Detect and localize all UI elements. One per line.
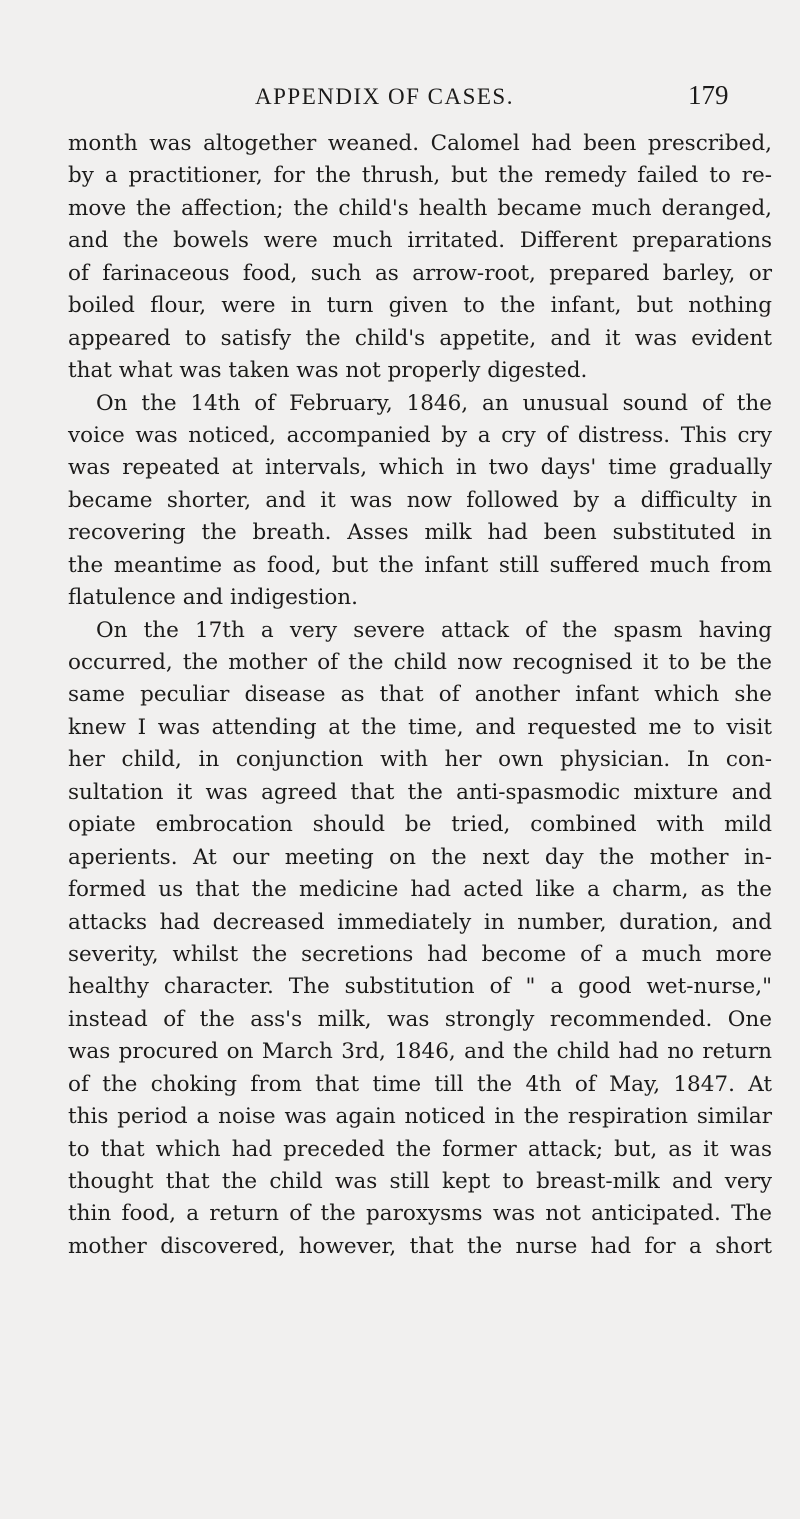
page-header [0, 80, 800, 124]
paragraph [68, 388, 772, 615]
text-line: voice was noticed, accompanied by a cry of distress. This cry [68, 422, 772, 448]
text-line: recovering the breath. Asses milk had been substituted in [68, 520, 772, 546]
text-line: was repeated at intervals, which in two days' time gradually [68, 455, 772, 481]
body-text [68, 128, 772, 1263]
text-line: was procured on March 3rd, 1846, and the child had no return [68, 1039, 772, 1065]
text-line: formed us that the medicine had acted like a charm, as the [68, 877, 772, 903]
text-line: attacks had decreased immediately in number, duration, and [68, 909, 772, 935]
text-line: occurred, the mother of the child now recognised it to be the [68, 650, 772, 675]
text-line: of farinaceous food, such as arrow-root, prepared barley, or [68, 260, 772, 286]
text-line: by a practitioner, for the thrush, but the remedy failed to re- [68, 163, 772, 189]
text-line: to that which had preceded the former attack; but, as it was [68, 1136, 772, 1162]
text-line: boiled flour, were in turn given to the infant, but nothing [68, 293, 772, 319]
text-line: this period a noise was again noticed in the respiration similar [68, 1104, 772, 1130]
text-line: the meantime as food, but the infant still suffered much from [68, 552, 772, 578]
text-line: move the affection; the child's health became much deranged, [68, 195, 772, 221]
text-line: knew I was attending at the time, and requested me to visit [68, 714, 772, 740]
text-line: aperients. At our meeting on the next day the mother in- [68, 844, 772, 870]
paragraph [68, 615, 772, 1264]
text-line: and the bowels were much irritated. Different preparations [68, 228, 772, 254]
text-line: that what was taken was not properly digested. [68, 358, 588, 384]
text-line: thought that the child was still kept to breast-milk and very [68, 1169, 772, 1194]
text-line: month was altogether weaned. Calomel had been prescribed, [68, 131, 772, 156]
text-line: of the choking from that time till the 4th of May, 1847. At [68, 1071, 772, 1097]
text-line: her child, in conjunction with her own physician. In con- [68, 747, 772, 773]
text-line: mother discovered, however, that the nurse had for a short [68, 1233, 772, 1259]
text-line: thin food, a return of the paroxysms was not anticipated. The [68, 1201, 772, 1227]
running-head: APPENDIX OF CASES. [255, 84, 514, 109]
text-line: healthy character. The substitution of " a good wet-nurse," [68, 974, 772, 1000]
text-line: severity, whilst the secretions had become of a much more [68, 941, 772, 967]
text-line: opiate embrocation should be tried, combined with mild [68, 812, 772, 838]
text-line: flatulence and indigestion. [68, 585, 358, 611]
text-line: became shorter, and it was now followed by a difficulty in [68, 487, 772, 513]
text-line: instead of the ass's milk, was strongly recommended. One [68, 1006, 772, 1032]
text-line: On the 14th of February, 1846, an unusual sound of the [96, 390, 772, 416]
text-line: appeared to satisfy the child's appetite, and it was evident [68, 325, 772, 351]
paragraph [68, 128, 772, 388]
page-number: 179 [688, 80, 729, 110]
text-line: sultation it was agreed that the anti-spasmodic mixture and [68, 779, 772, 805]
text-line: same peculiar disease as that of another infant which she [68, 682, 772, 708]
text-line: On the 17th a very severe attack of the spasm having [96, 617, 772, 643]
